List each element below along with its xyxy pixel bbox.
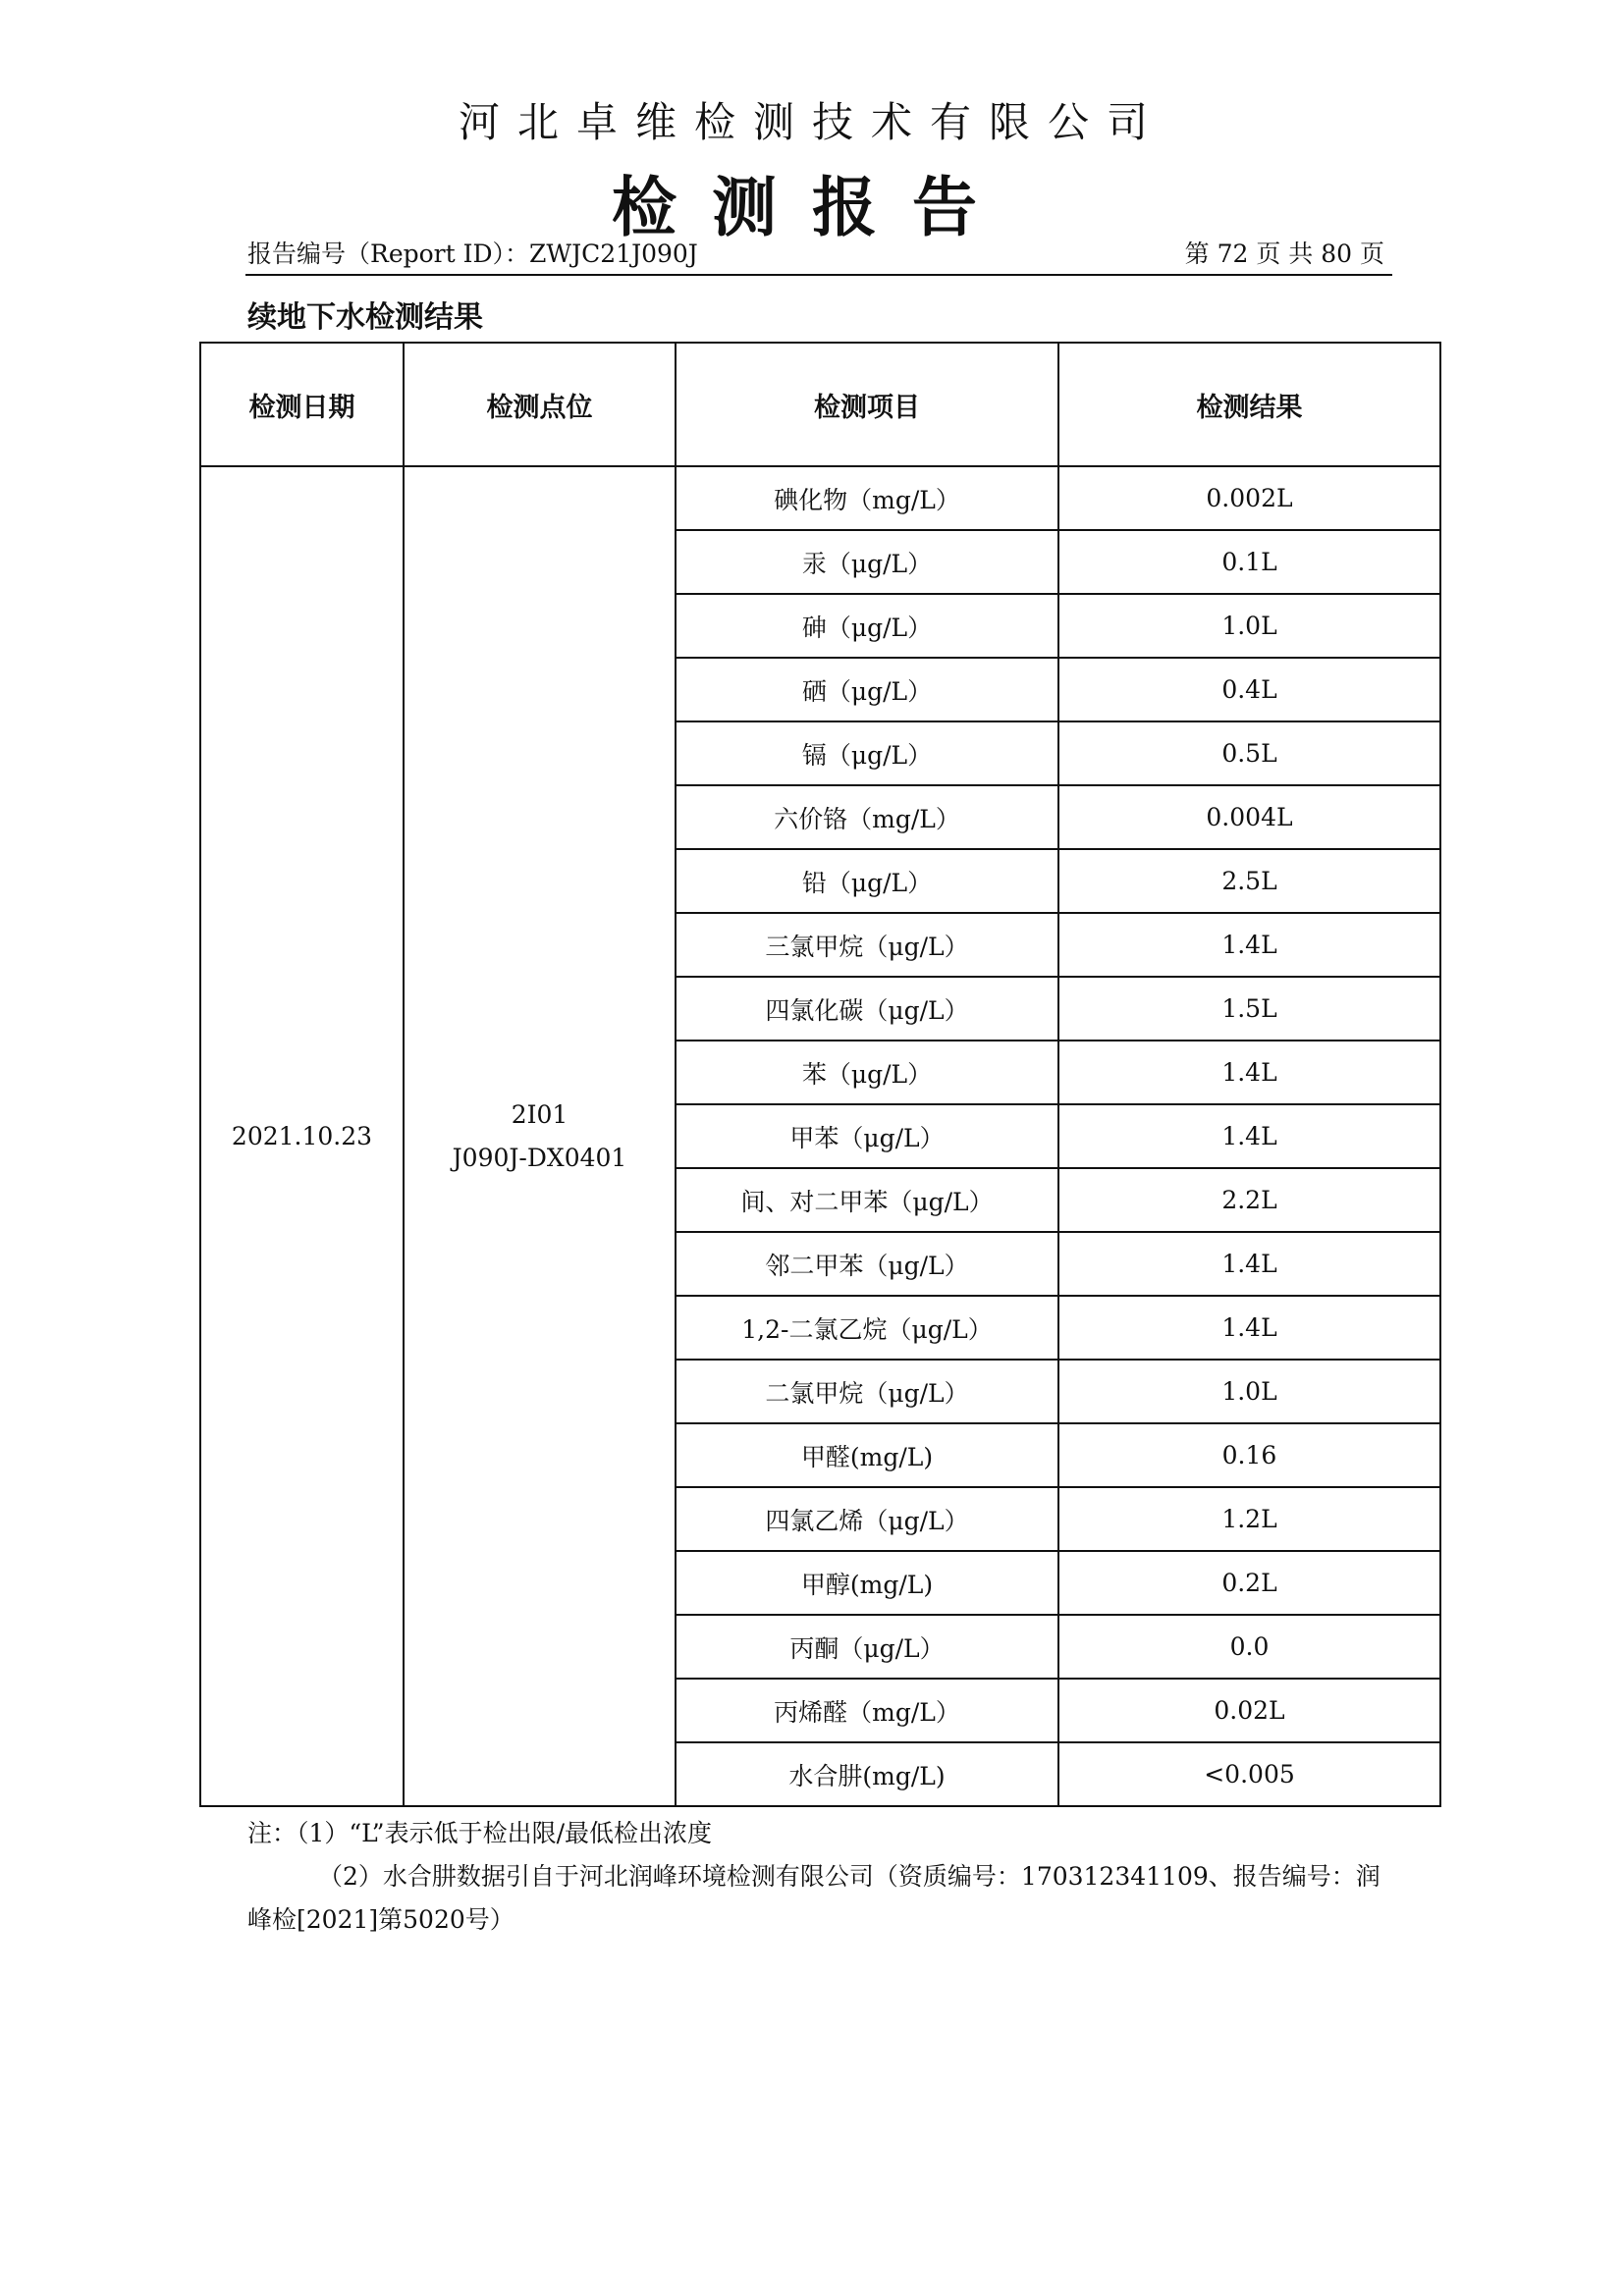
cell-item: 六价铬（mg/L） bbox=[676, 785, 1058, 849]
cell-result: 0.1L bbox=[1058, 530, 1440, 594]
table-body bbox=[200, 466, 1440, 1806]
cell-result: 1.4L bbox=[1058, 1104, 1440, 1168]
report-id: 报告编号（Report ID）：ZWJC21J090J bbox=[247, 240, 698, 268]
cell-result: 0.5L bbox=[1058, 721, 1440, 785]
results-table bbox=[199, 342, 1441, 1807]
cell-item: 1,2-二氯乙烷（μg/L） bbox=[676, 1296, 1058, 1360]
cell-result: 1.4L bbox=[1058, 1296, 1440, 1360]
cell-item: 丙酮（μg/L） bbox=[676, 1615, 1058, 1679]
cell-result: 0.0 bbox=[1058, 1615, 1440, 1679]
cell-result: 0.16 bbox=[1058, 1423, 1440, 1487]
cell-result: 2.5L bbox=[1058, 849, 1440, 913]
note-2: （2）水合肼数据引自于河北润峰环境检测有限公司（资质编号：170312341109、报告编号：润峰检[2021]第5020号） bbox=[247, 1862, 1380, 1934]
cell-item: 汞（μg/L） bbox=[676, 530, 1058, 594]
cell-item: 间、对二甲苯（μg/L） bbox=[676, 1168, 1058, 1232]
cell-item: 丙烯醛（mg/L） bbox=[676, 1679, 1058, 1742]
cell-item: 甲苯（μg/L） bbox=[676, 1104, 1058, 1168]
cell-item: 邻二甲苯（μg/L） bbox=[676, 1232, 1058, 1296]
cell-result: 1.4L bbox=[1058, 1041, 1440, 1104]
section-title: 续地下水检测结果 bbox=[247, 300, 483, 335]
cell-result: 2.2L bbox=[1058, 1168, 1440, 1232]
cell-date: 2021.10.23 bbox=[200, 466, 404, 1806]
report-title: 检测报告 bbox=[612, 170, 1012, 245]
cell-result: 1.2L bbox=[1058, 1487, 1440, 1551]
cell-result: <0.005 bbox=[1058, 1742, 1440, 1806]
report-info-line bbox=[245, 239, 1392, 276]
cell-result: 1.0L bbox=[1058, 594, 1440, 658]
cell-item: 甲醇(mg/L) bbox=[676, 1551, 1058, 1615]
cell-item: 砷（μg/L） bbox=[676, 594, 1058, 658]
cell-item: 甲醛(mg/L) bbox=[676, 1423, 1058, 1487]
cell-result: 0.4L bbox=[1058, 658, 1440, 721]
cell-item: 四氯乙烯（μg/L） bbox=[676, 1487, 1058, 1551]
cell-result: 0.02L bbox=[1058, 1679, 1440, 1742]
company-name: 河北卓维检测技术有限公司 bbox=[458, 98, 1165, 146]
location-line-2: J090J-DX0401 bbox=[452, 1143, 627, 1172]
table-row bbox=[200, 466, 1440, 530]
header-result: 检测结果 bbox=[1058, 343, 1440, 466]
cell-item: 镉（μg/L） bbox=[676, 721, 1058, 785]
cell-result: 1.4L bbox=[1058, 1232, 1440, 1296]
cell-item: 苯（μg/L） bbox=[676, 1041, 1058, 1104]
header-item: 检测项目 bbox=[676, 343, 1058, 466]
cell-result: 1.5L bbox=[1058, 977, 1440, 1041]
cell-result: 0.2L bbox=[1058, 1551, 1440, 1615]
cell-result: 0.002L bbox=[1058, 466, 1440, 530]
cell-item: 四氯化碳（μg/L） bbox=[676, 977, 1058, 1041]
header-date: 检测日期 bbox=[200, 343, 404, 466]
location-line-1: 2I01 bbox=[511, 1099, 568, 1129]
cell-item: 二氯甲烷（μg/L） bbox=[676, 1360, 1058, 1423]
table-header-row bbox=[200, 343, 1440, 466]
cell-result: 0.004L bbox=[1058, 785, 1440, 849]
cell-result: 1.4L bbox=[1058, 913, 1440, 977]
cell-item: 水合肼(mg/L) bbox=[676, 1742, 1058, 1806]
note-1: 注：（1）“L”表示低于检出限/最低检出浓度 bbox=[247, 1819, 712, 1847]
page-number: 第 72 页 共 80 页 bbox=[1184, 240, 1384, 268]
header-location: 检测点位 bbox=[404, 343, 676, 466]
cell-item: 铅（μg/L） bbox=[676, 849, 1058, 913]
cell-item: 硒（μg/L） bbox=[676, 658, 1058, 721]
cell-item: 碘化物（mg/L） bbox=[676, 466, 1058, 530]
cell-item: 三氯甲烷（μg/L） bbox=[676, 913, 1058, 977]
cell-location bbox=[404, 466, 676, 1806]
cell-result: 1.0L bbox=[1058, 1360, 1440, 1423]
